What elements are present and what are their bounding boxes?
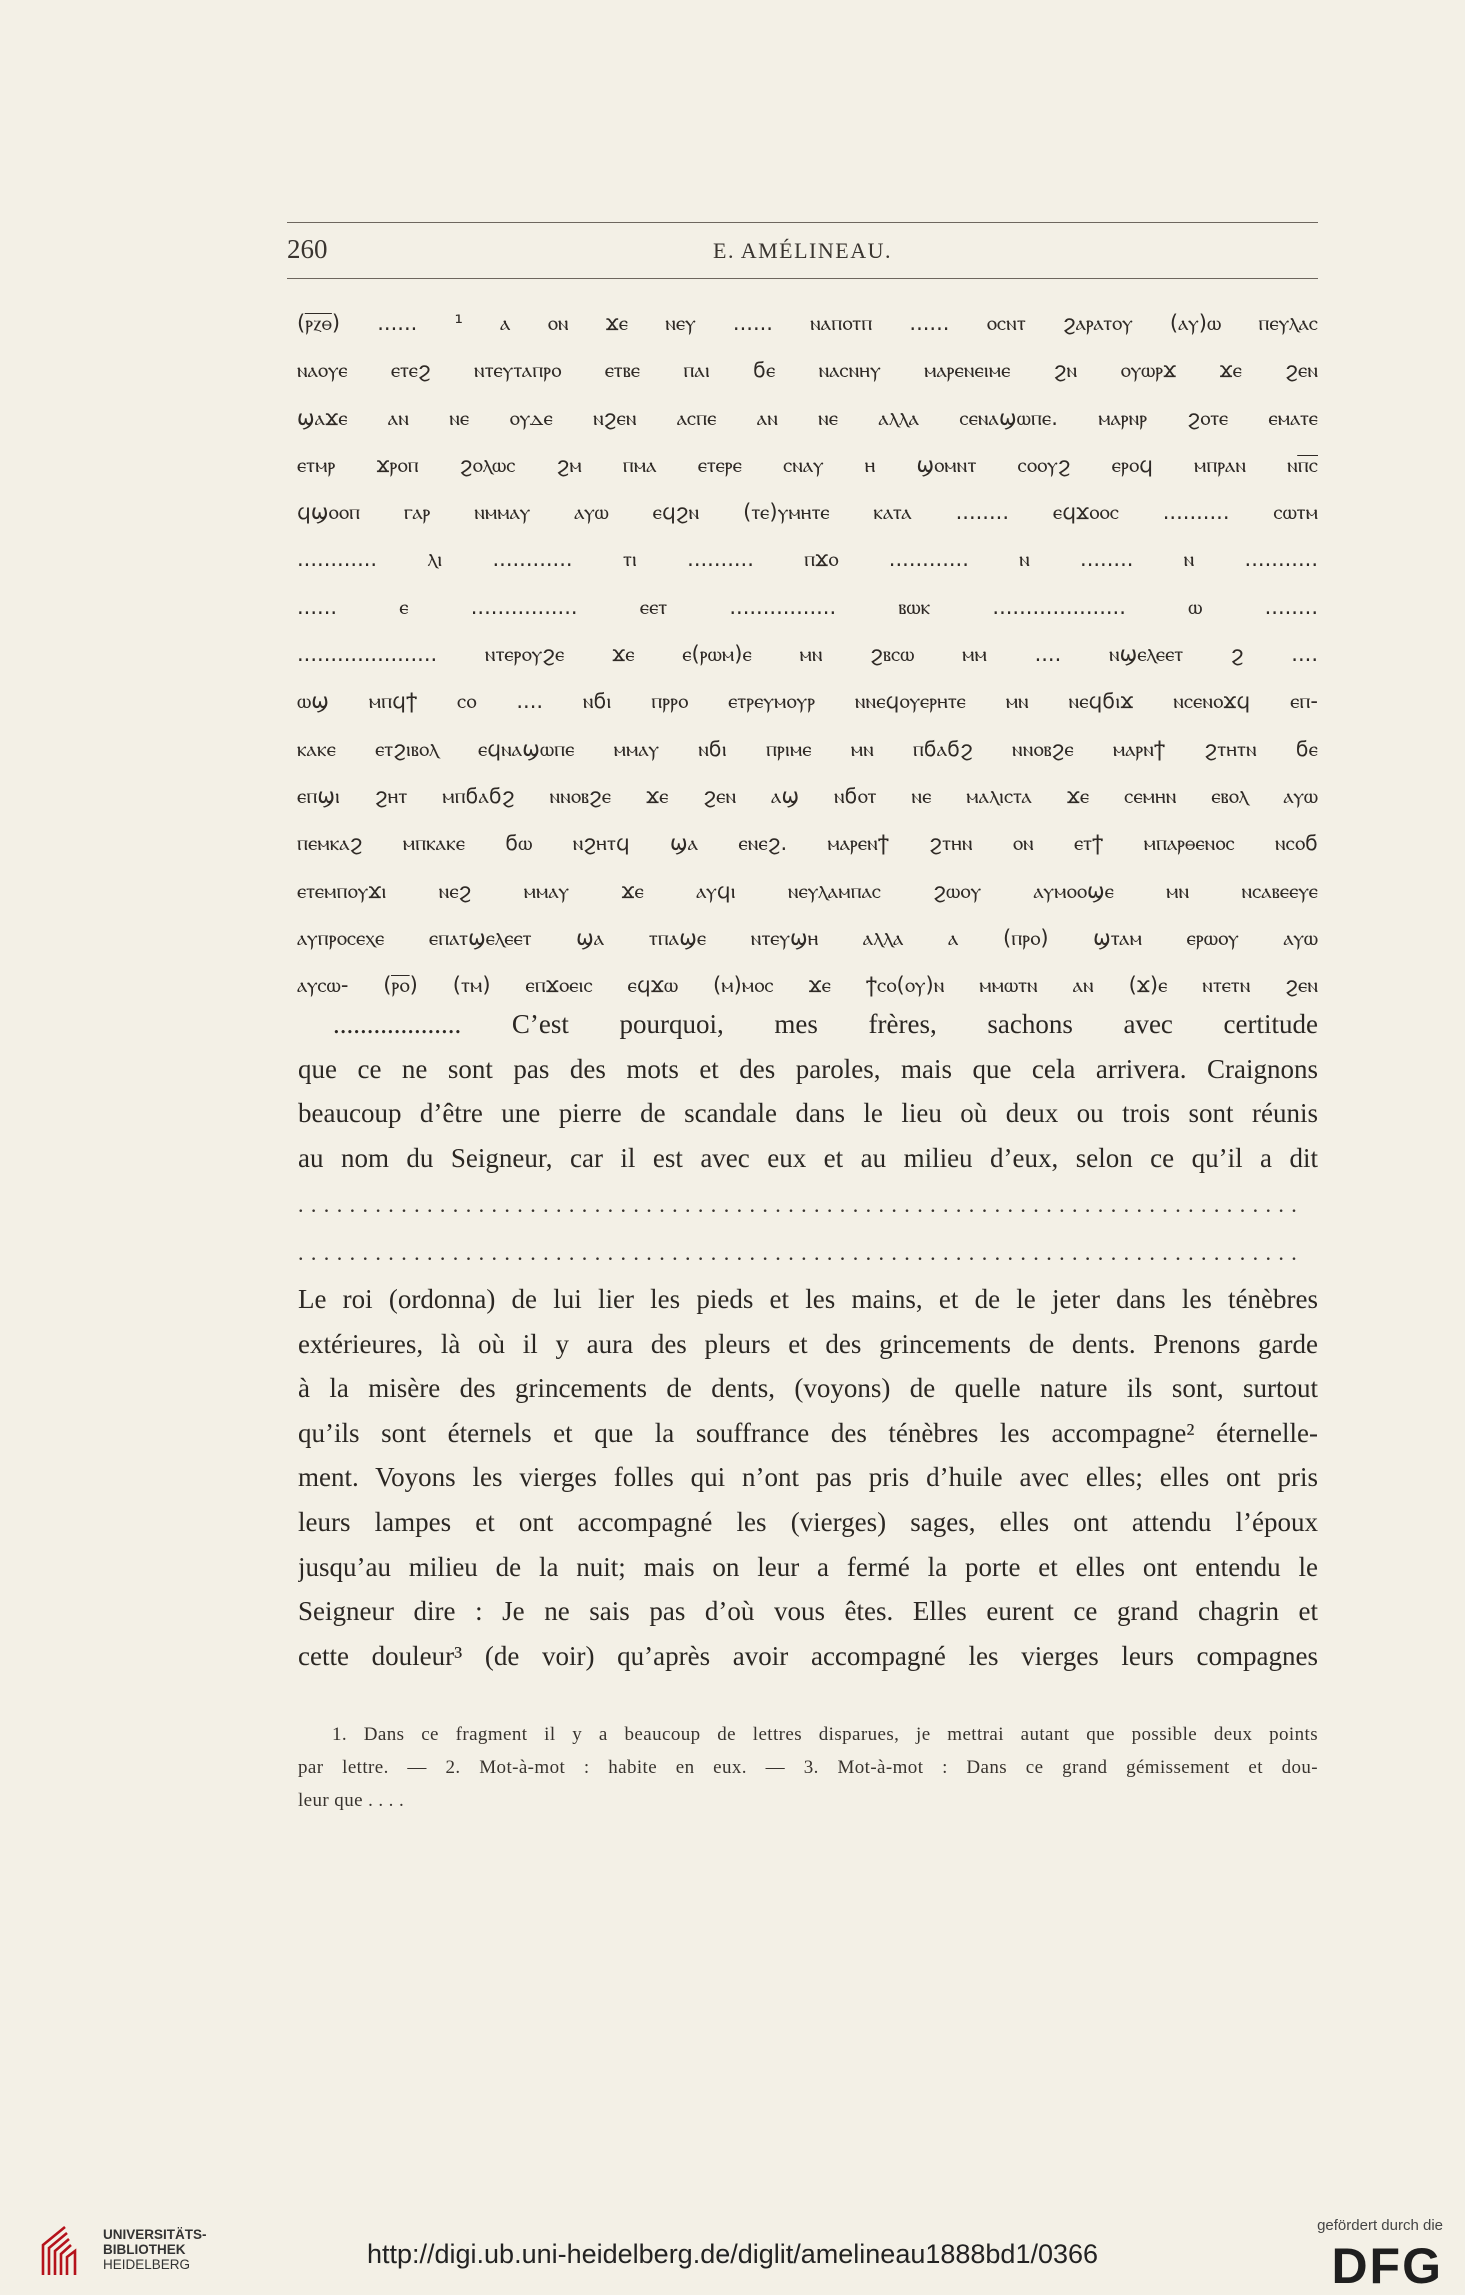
coptic-line: ⲁⲩⲥⲱ- (ⲣ̅ⲟ̅) (ⲧⲙ) ⲉⲡϫⲟⲉⲓⲥ ⲉϥϫⲱ (ⲙ)ⲙⲟⲥ ϫⲉ ϯⲥⲟ(ⲟⲩ)ⲛ ⲙⲙⲱⲧⲛ ⲁⲛ (ϫ)ⲉ ⲛⲧⲉⲧⲛ ϩⲉⲛ — [297, 973, 1318, 998]
coptic-line: ⲱϣ ⲙⲡϥϯ ⲥⲟ .... ⲛϭⲓ ⲡⲣⲣⲟ ⲉⲧⲣⲉⲩⲙⲟⲩⲣ ⲛⲛⲉϥⲟⲩⲉⲣⲏⲧⲉ ⲙⲛ ⲛⲉϥϭⲓϫ ⲛⲥⲉⲛⲟϫϥ ⲉⲡ- — [297, 689, 1318, 714]
coptic-line: ⲉⲧⲙⲣ ϫⲣⲟⲡ ϩⲟⲗⲱⲥ ϩⲙ ⲡⲙⲁ ⲉⲧⲉⲣⲉ ⲥⲛⲁⲩ ⲏ ϣⲟⲙⲛⲧ ⲥⲟⲟⲩϩ ⲉⲣⲟϥ ⲙⲡⲣⲁⲛ ⲛⲡ̅ⲥ̅ — [297, 452, 1318, 477]
library-line: HEIDELBERG — [103, 2257, 191, 2272]
footnote-line: par lettre. — 2. Mot-à-mot : habite en eux. — 3. Mot-à-mot : Dans ce grand gémissement et dou- — [298, 1757, 1318, 1778]
french-line: ................... C’est pourquoi, mes frères, sachons avec certitude — [333, 1009, 1318, 1039]
coptic-line: ..................... ⲛⲧⲉⲣⲟⲩϩⲉ ϫⲉ ⲉ(ⲣⲱⲙ)ⲉ ⲙⲛ ϩⲃⲥⲱ ⲙⲙ .... ⲛϣⲉⲗⲉⲉⲧ ϩ .... — [297, 642, 1318, 667]
coptic-line: ⲡⲉⲙⲕⲁϩ ⲙⲡⲕⲁⲕⲉ ϭⲱ ⲛϩⲏⲧϥ ϣⲁ ⲉⲛⲉϩ. ⲙⲁⲣⲉⲛϯ ϩⲧⲏⲛ ⲟⲛ ⲉⲧϯ ⲙⲡⲁⲣⲑⲉⲛⲟⲥ ⲛⲥⲟϭ — [297, 831, 1318, 856]
french-translation-block-2 — [298, 1277, 1318, 1678]
french-line: beaucoup d’être une pierre de scandale dans le lieu où deux ou trois sont réunis — [298, 1098, 1318, 1128]
page-number: 260 — [287, 234, 328, 264]
french-line: leurs lampes et ont accompagné les (vierges) sages, elles ont attendu l’époux — [298, 1506, 1318, 1537]
coptic-line: (ⲣ̅ⲍ̅ⲑ̅) ...... ¹ ⲁ ⲟⲛ ϫⲉ ⲛⲉⲩ ...... ⲛⲁⲡⲟⲧⲡ ...... ⲟⲥⲛⲧ ϩⲁⲣⲁⲧⲟⲩ (ⲁⲩ)ⲱ ⲡⲉⲩⲗⲁⲥ — [297, 311, 1318, 335]
coptic-line: ⲕⲁⲕⲉ ⲉⲧϩⲓⲃⲟⲗ ⲉϥⲛⲁϣⲱⲡⲉ ⲙⲙⲁⲩ ⲛϭⲓ ⲡⲣⲓⲙⲉ ⲙⲛ ⲡϭⲁϭϩ ⲛⲛⲟⲃϩⲉ ⲙⲁⲣⲛϯ ϩⲧⲏⲧⲛ ϭⲉ — [297, 736, 1318, 761]
digitization-footer — [0, 2215, 1465, 2294]
coptic-line: ϥϣⲟⲟⲡ ⲅⲁⲣ ⲛⲙⲙⲁⲩ ⲁⲩⲱ ⲉϥϩⲛ (ⲧⲉ)ⲩⲙⲏⲧⲉ ⲕⲁⲧⲁ ........ ⲉϥϫⲟⲟⲥ .......... ⲥⲱⲧⲙ — [297, 500, 1318, 525]
french-line: extérieures, là où il y aura des pleurs et des grincements de dents. Prenons garde — [298, 1328, 1318, 1359]
french-line: ment. Voyons les vierges folles qui n’ont pas pris d’huile avec elles; elles ont pris — [298, 1462, 1318, 1493]
french-line: Seigneur dire : Je ne sais pas d’où vous êtes. Elles eurent ce grand chagrin et — [298, 1596, 1318, 1627]
header-rule-top — [287, 222, 1318, 223]
french-line: Le roi (ordonna) de lui lier les pieds et les mains, et de le jeter dans les ténèbres — [298, 1284, 1318, 1314]
coptic-line: ...... ⲉ ................ ⲉⲉⲧ ................ ⲃⲱⲕ .................... ⲱ ........ — [297, 594, 1318, 619]
lacuna-dots-line: .............................................................................. — [298, 1240, 1305, 1265]
coptic-line: ⲛⲁⲟⲩⲉ ⲉⲧⲉϩ ⲛⲧⲉⲩⲧⲁⲡⲣⲟ ⲉⲧⲃⲉ ⲡⲁⲓ ϭⲉ ⲛⲁⲥⲛⲏⲩ ⲙⲁⲣⲉⲛⲉⲓⲙⲉ ϩⲛ ⲟⲩⲱⲣϫ ϫⲉ ϩⲉⲛ — [297, 358, 1318, 383]
footnote-line: 1. Dans ce fragment il y a beaucoup de lettres disparues, je mettrai autant que possible deux points — [332, 1724, 1318, 1745]
french-line: qu’ils sont éternels et que la souffrance des ténèbres les accompagne² éternelle- — [298, 1417, 1318, 1448]
footnote-line: leur que . . . . — [298, 1790, 405, 1811]
running-title: E. AMÉLINEAU. — [713, 238, 892, 263]
running-head — [287, 234, 1318, 274]
coptic-line: ϣⲁϫⲉ ⲁⲛ ⲛⲉ ⲟⲩⲇⲉ ⲛϩⲉⲛ ⲁⲥⲡⲉ ⲁⲛ ⲛⲉ ⲁⲗⲗⲁ ⲥⲉⲛⲁϣⲱⲡⲉ. ⲙⲁⲣⲛⲣ ϩⲟⲧⲉ ⲉⲙⲁⲧⲉ — [297, 405, 1318, 430]
coptic-text-block — [297, 300, 1318, 1009]
digitization-url-link[interactable]: http://digi.ub.uni-heidelberg.de/diglit/amelineau1888bd1/0366 — [366, 2239, 1099, 2269]
dfg-logo: DFG — [1331, 2238, 1443, 2294]
header-rule-bottom — [287, 278, 1318, 279]
lacuna-dots-line: .............................................................................. — [298, 1192, 1305, 1217]
french-line: cette douleur³ (de voir) qu’après avoir accompagné les vierges leurs compagnes — [298, 1640, 1318, 1671]
coptic-line: ⲉⲡϣⲓ ϩⲏⲧ ⲙⲡϭⲁϭϩ ⲛⲛⲟⲃϩⲉ ϫⲉ ϩⲉⲛ ⲁϣ ⲛϭⲟⲧ ⲛⲉ ⲙⲁⲗⲓⲥⲧⲁ ϫⲉ ⲥⲉⲙⲏⲛ ⲉⲃⲟⲗ ⲁⲩⲱ — [297, 783, 1318, 808]
french-line: que ce ne sont pas des mots et des paroles, mais que cela arrivera. Craignons — [298, 1053, 1318, 1084]
library-line: BIBLIOTHEK — [103, 2242, 186, 2257]
funding-caption: gefördert durch die — [1317, 2217, 1443, 2234]
footnotes — [298, 1718, 1318, 1817]
library-line: UNIVERSITÄTS- — [103, 2227, 207, 2242]
french-line: jusqu’au milieu de la nuit; mais on leur a fermé la porte et elles ont entendu le — [298, 1551, 1318, 1582]
french-line: à la misère des grincements de dents, (voyons) de quelle nature ils sont, surtout — [298, 1373, 1318, 1404]
coptic-line: ............ ⲗⲓ ............ ⲧⲓ .......... ⲡϫⲟ ............ ⲛ ........ ⲛ ........... — [297, 547, 1318, 572]
coptic-line: ⲁⲩⲡⲣⲟⲥⲉⲭⲉ ⲉⲡⲁⲧϣⲉⲗⲉⲉⲧ ϣⲁ ⲧⲡⲁϣⲉ ⲛⲧⲉⲩϣⲏ ⲁⲗⲗⲁ ⲁ (ⲡⲣⲟ) ϣⲧⲁⲙ ⲉⲣⲱⲟⲩ ⲁⲩⲱ — [297, 925, 1318, 950]
french-translation-block — [298, 1002, 1318, 1272]
french-line: au nom du Seigneur, car il est avec eux et au milieu d’eux, selon ce qu’il a dit — [298, 1142, 1318, 1173]
coptic-line: ⲉⲧⲉⲙⲡⲟⲩϫⲓ ⲛⲉϩ ⲙⲙⲁⲩ ϫⲉ ⲁⲩϥⲓ ⲛⲉⲩⲗⲁⲙⲡⲁⲥ ϩⲱⲟⲩ ⲁⲩⲙⲟⲟϣⲉ ⲙⲛ ⲛⲥⲁⲃⲉⲉⲩⲉ — [297, 878, 1318, 903]
